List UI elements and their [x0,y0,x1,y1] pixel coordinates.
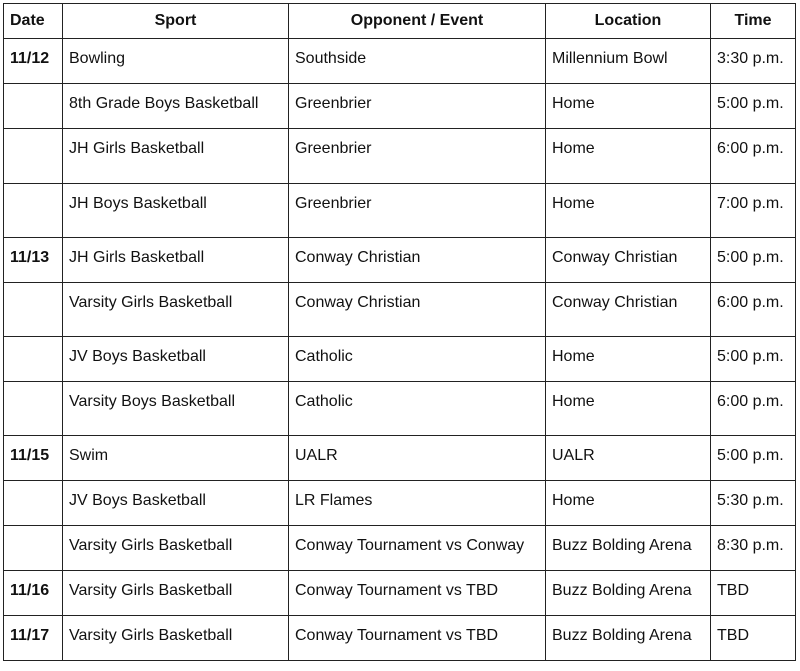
sport-cell: Varsity Girls Basketball [63,616,289,661]
sport-cell: Bowling [63,39,289,84]
table-row [4,616,796,661]
sport-cell: Swim [63,436,289,481]
header-time: Time [711,4,796,39]
opponent-cell: Southside [289,39,546,84]
time-cell: TBD [711,571,796,616]
header-sport: Sport [63,4,289,39]
date-cell: 11/12 [4,39,63,84]
location-cell: Home [546,184,711,238]
opponent-cell: UALR [289,436,546,481]
opponent-cell: Catholic [289,337,546,382]
location-cell: Conway Christian [546,238,711,283]
date-cell: 11/17 [4,616,63,661]
time-cell: 5:30 p.m. [711,481,796,526]
date-cell [4,337,63,382]
date-cell [4,129,63,184]
time-cell: 5:00 p.m. [711,238,796,283]
opponent-cell: Conway Tournament vs TBD [289,571,546,616]
sport-cell: JV Boys Basketball [63,337,289,382]
time-cell: TBD [711,616,796,661]
header-opponent: Opponent / Event [289,4,546,39]
location-cell: Buzz Bolding Arena [546,526,711,571]
opponent-cell: Conway Tournament vs TBD [289,616,546,661]
time-cell: 5:00 p.m. [711,436,796,481]
table-row [4,481,796,526]
table-row [4,238,796,283]
table-row [4,571,796,616]
table-row [4,39,796,84]
date-cell [4,84,63,129]
sport-cell: JH Girls Basketball [63,238,289,283]
opponent-cell: Conway Christian [289,238,546,283]
sport-cell: JH Girls Basketball [63,129,289,184]
table-row [4,526,796,571]
date-cell [4,481,63,526]
opponent-cell: Conway Tournament vs Conway [289,526,546,571]
location-cell: Home [546,129,711,184]
opponent-cell: Greenbrier [289,129,546,184]
opponent-cell: Catholic [289,382,546,436]
sport-cell: JH Boys Basketball [63,184,289,238]
location-cell: Home [546,84,711,129]
opponent-cell: Conway Christian [289,283,546,337]
location-cell: Home [546,337,711,382]
opponent-cell: LR Flames [289,481,546,526]
table-row [4,184,796,238]
time-cell: 5:00 p.m. [711,337,796,382]
time-cell: 5:00 p.m. [711,84,796,129]
sport-cell: Varsity Girls Basketball [63,283,289,337]
time-cell: 6:00 p.m. [711,283,796,337]
table-row [4,436,796,481]
location-cell: Conway Christian [546,283,711,337]
location-cell: Buzz Bolding Arena [546,571,711,616]
time-cell: 6:00 p.m. [711,129,796,184]
time-cell: 7:00 p.m. [711,184,796,238]
schedule-table [3,3,796,661]
date-cell [4,526,63,571]
sport-cell: Varsity Girls Basketball [63,526,289,571]
date-cell [4,382,63,436]
table-row [4,84,796,129]
location-cell: Millennium Bowl [546,39,711,84]
time-cell: 6:00 p.m. [711,382,796,436]
date-cell [4,283,63,337]
header-row [4,4,796,39]
location-cell: Buzz Bolding Arena [546,616,711,661]
table-row [4,129,796,184]
sport-cell: Varsity Girls Basketball [63,571,289,616]
date-cell: 11/16 [4,571,63,616]
date-cell [4,184,63,238]
table-row [4,337,796,382]
date-cell: 11/15 [4,436,63,481]
location-cell: Home [546,481,711,526]
schedule-body [4,39,796,661]
opponent-cell: Greenbrier [289,184,546,238]
header-location: Location [546,4,711,39]
location-cell: Home [546,382,711,436]
time-cell: 8:30 p.m. [711,526,796,571]
sport-cell: 8th Grade Boys Basketball [63,84,289,129]
opponent-cell: Greenbrier [289,84,546,129]
table-row [4,283,796,337]
header-date: Date [4,4,63,39]
location-cell: UALR [546,436,711,481]
date-cell: 11/13 [4,238,63,283]
sport-cell: Varsity Boys Basketball [63,382,289,436]
time-cell: 3:30 p.m. [711,39,796,84]
sport-cell: JV Boys Basketball [63,481,289,526]
table-row [4,382,796,436]
